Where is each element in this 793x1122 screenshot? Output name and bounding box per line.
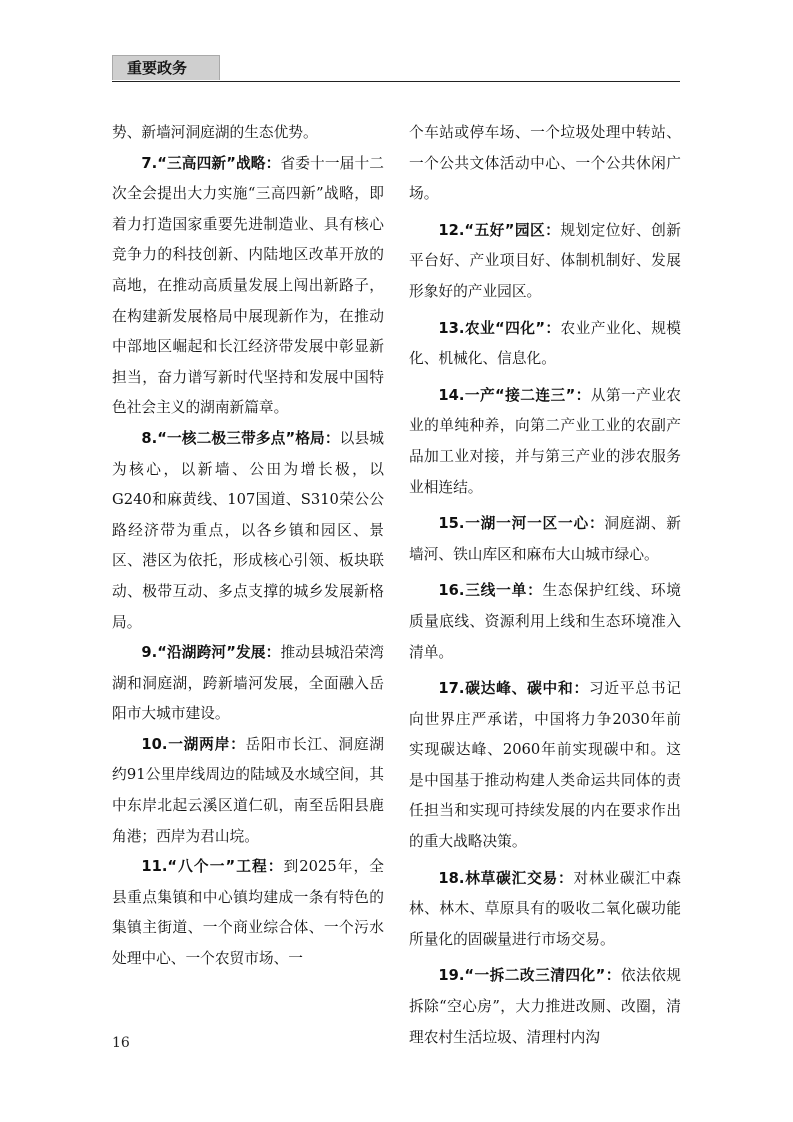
glossary-item (409, 509, 681, 570)
left-column (112, 118, 384, 975)
glossary-term: 12.“五好”园区： (438, 221, 561, 239)
page-number: 16 (112, 1035, 130, 1051)
glossary-term: 7.“三高四新”战略： (141, 154, 281, 172)
glossary-definition: 规划定位好、创新平台好、产业项目好、体制机制好、发展形象好的产业园区。 (409, 221, 681, 300)
glossary-definition: 生态保护红线、环境质量底线、资源利用上线和生态环境准入清单。 (409, 582, 681, 661)
glossary-term: 10.一湖两岸： (141, 735, 246, 753)
glossary-term: 8.“一核二极三带多点”格局： (141, 429, 340, 447)
glossary-item (409, 381, 681, 503)
glossary-term: 11.“八个一”工程： (141, 858, 284, 876)
glossary-term: 14.一产“接二连三”： (438, 386, 591, 404)
section-title: 重要政务 (112, 55, 220, 80)
glossary-item (112, 638, 384, 730)
glossary-item (112, 730, 384, 852)
glossary-definition: 推动县城沿荣湾湖和洞庭湖，跨新墙河发展，全面融入岳阳市大城市建设。 (112, 644, 384, 723)
glossary-item (409, 961, 681, 1053)
glossary-definition: 以县城为核心，以新墙、公田为增长极，以G240和麻黄线、107国道、S310荣公公路经济带为重点，以各乡镇和园区、景区、港区为依托，形成核心引领、板块联动、极带互动、多点支撑的城乡发展新格局。 (112, 429, 384, 631)
glossary-item (409, 864, 681, 956)
glossary-term: 17.碳达峰、碳中和： (438, 680, 589, 698)
page-header (112, 55, 680, 82)
glossary-definition: 岳阳市长江、洞庭湖约91公里岸线周边的陆域及水域空间，其中东岸北起云溪区道仁矶，南至岳阳县鹿角港；西岸为君山垸。 (112, 735, 384, 845)
glossary-term: 15.一湖一河一区一心： (438, 515, 605, 533)
glossary-definition: 省委十一届十二次全会提出大力实施“三高四新”战略，即着力打造国家重要先进制造业、具有核心竞争力的科技创新、内陆地区改革开放的高地，在推动高质量发展上闯出新路子，在构建新发展格局中展现新作为，在推动中部地区崛起和长江经济带发展中彰显新担当，奋力谱写新时代坚持和发展中国特色社会主义的湖南新篇章。 (112, 154, 384, 417)
header-rule (112, 81, 680, 82)
right-column (409, 118, 681, 1053)
glossary-item (409, 674, 681, 858)
glossary-item (112, 424, 384, 638)
glossary-item (409, 576, 681, 668)
paragraph-continuation: 个车站或停车场、一个垃圾处理中转站、一个公共文体活动中心、一个公共休闲广场。 (409, 124, 681, 203)
glossary-definition: 农业产业化、规模化、机械化、信息化。 (409, 319, 681, 368)
paragraph-continuation: 势、新墙河洞庭湖的生态优势。 (112, 124, 318, 141)
glossary-definition: 依法依规拆除“空心房”，大力推进改厕、改圈，清理农村生活垃圾、清理村内沟 (409, 967, 681, 1046)
glossary-item (112, 852, 384, 974)
glossary-definition: 对林业碳汇中森林、林木、草原具有的吸收二氧化碳功能所量化的固碳量进行市场交易。 (409, 869, 681, 948)
glossary-definition: 洞庭湖、新墙河、铁山库区和麻布大山城市绿心。 (409, 515, 681, 563)
glossary-term: 19.“一拆二改三清四化”： (438, 967, 621, 985)
glossary-item (112, 149, 384, 424)
glossary-item (409, 314, 681, 375)
glossary-definition: 习近平总书记向世界庄严承诺，中国将力争2030年前实现碳达峰、2060年前实现碳中和。这是中国基于推动构建人类命运共同体的责任担当和实现可持续发展的内在要求作出的重大战略决策。 (409, 680, 681, 851)
glossary-term: 16.三线一单： (438, 582, 543, 600)
glossary-definition: 从第一产业农业的单纯种养，向第二产业工业的农副产品加工业对接，并与第三产业的涉农服务业相连结。 (409, 386, 681, 496)
glossary-term: 9.“沿湖跨河”发展： (141, 644, 281, 662)
glossary-item (409, 216, 681, 308)
glossary-definition: 到2025年，全县重点集镇和中心镇均建成一条有特色的集镇主街道、一个商业综合体、一个污水处理中心、一个农贸市场、一 (112, 858, 384, 968)
glossary-term: 13.农业“四化”： (438, 319, 561, 337)
glossary-term: 18.林草碳汇交易： (438, 869, 574, 887)
